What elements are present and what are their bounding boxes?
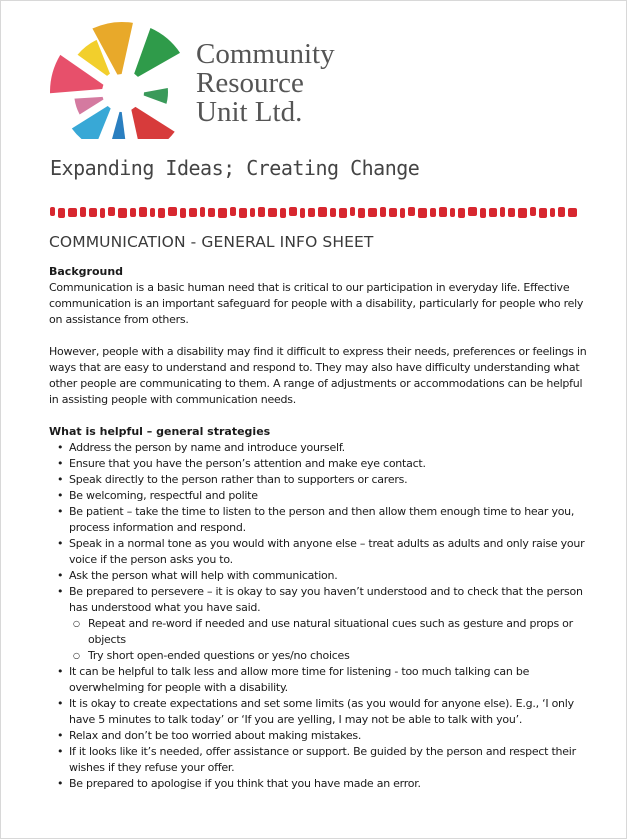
dash-mark (330, 208, 336, 217)
list-item-persevere (49, 584, 589, 664)
dash-mark (508, 208, 515, 217)
dash-mark (250, 208, 255, 217)
sub-list-item: ○ Try short open-ended questions or yes/no choices (69, 648, 589, 664)
dash-mark (408, 207, 415, 216)
dash-mark (318, 207, 327, 217)
dash-mark (89, 208, 97, 217)
dash-mark (439, 207, 447, 217)
logo-petal (134, 28, 180, 77)
dash-mark (389, 208, 397, 217)
dash-mark (568, 208, 577, 217)
dash-mark (200, 207, 205, 217)
dash-mark (518, 208, 527, 218)
dash-mark (189, 208, 197, 217)
dash-mark (68, 208, 77, 217)
dash-mark (239, 208, 247, 218)
dash-mark (350, 207, 355, 216)
list-item: • Ask the person what will help with communication. (49, 568, 589, 584)
dash-mark (158, 208, 165, 218)
sub-list (69, 616, 589, 664)
dash-mark (168, 207, 177, 216)
dash-mark (458, 208, 465, 218)
dash-mark (280, 208, 286, 218)
list-item: • Be patient – take the time to listen to the person and then allow them enough time to hear you, process information and respond. (49, 504, 589, 536)
dash-mark (539, 208, 547, 218)
decorative-dash-divider (50, 205, 580, 219)
dash-mark (550, 208, 555, 217)
dash-mark (450, 208, 455, 217)
list-item-text: Be prepared to persevere – it is okay to say you haven’t understood and to check that the person has understood what you have said. (69, 585, 583, 614)
dash-mark (358, 208, 365, 218)
org-name-line-1: Community (196, 38, 335, 70)
dash-mark (430, 208, 436, 217)
dash-mark (58, 208, 65, 218)
dash-mark (339, 208, 347, 218)
company-logo (50, 14, 195, 139)
list-item: • Ensure that you have the person’s attention and make eye contact. (49, 456, 589, 472)
dash-mark (480, 208, 486, 218)
dash-mark (300, 208, 305, 218)
logo-petal (112, 112, 125, 139)
dash-mark (468, 207, 477, 216)
org-name-line-2: Resource (196, 67, 304, 99)
dash-mark (489, 208, 497, 217)
dash-mark (258, 207, 265, 217)
org-name-line-3: Unit Ltd. (196, 96, 303, 128)
background-paragraph-1: Communication is a basic human need that is critical to our participation in everyday life. Effective communication is an important safeguard for people with a disability, particularly for people who rely on assistance from others. (49, 281, 584, 326)
dash-mark (180, 208, 186, 218)
dash-mark (230, 207, 236, 216)
strategies-heading: What is helpful – general strategies (49, 425, 271, 438)
list-item: • It can be helpful to talk less and allow more time for listening - too much talking can be overwhelming for people with a disability. (49, 664, 589, 696)
dash-mark (100, 208, 105, 218)
dash-mark (380, 207, 386, 217)
dash-mark (558, 207, 565, 217)
dash-mark (500, 207, 505, 217)
dash-mark (208, 208, 215, 217)
organisation-name (196, 40, 335, 127)
sub-list-item: ○ Repeat and re-word if needed and use natural situational cues such as gesture and props or objects (69, 616, 589, 648)
list-item: • Address the person by name and introduce yourself. (49, 440, 589, 456)
dash-mark (368, 208, 377, 217)
dash-mark (268, 208, 277, 217)
background-paragraph-2: However, people with a disability may find it difficult to express their needs, preferences or feelings in ways that are easy to understand and respond to. They may also have difficulty understanding what other people are communicating to them. A range of adjustments or accommodations can be helpful in assisting people with communication needs. (49, 345, 587, 406)
dash-mark (80, 207, 86, 217)
dash-mark (130, 208, 136, 217)
list-item: • Be prepared to apologise if you think that you have made an error. (49, 776, 589, 792)
list-item: • Be welcoming, respectful and polite (49, 488, 589, 504)
document-body (49, 233, 589, 792)
background-heading: Background (49, 265, 124, 278)
dash-mark (139, 207, 147, 217)
document-title: COMMUNICATION - GENERAL INFO SHEET (49, 233, 374, 251)
dash-mark (289, 207, 297, 216)
list-item: • It is okay to create expectations and set some limits (as you would for anyone else). E.g., ‘I only have 5 minutes to talk today’ or ‘If you are yelling, I may not be able to talk with you’. (49, 696, 589, 728)
dash-mark (530, 207, 536, 216)
dash-mark (400, 208, 405, 218)
logo-petal (144, 88, 168, 104)
dash-mark (418, 208, 427, 218)
dash-mark (118, 208, 127, 218)
dash-mark (218, 208, 227, 218)
list-item: • Speak in a normal tone as you would with anyone else – treat adults as adults and only raise your voice if the person asks you to. (49, 536, 589, 568)
tagline: Expanding Ideas; Creating Change (50, 156, 420, 180)
dash-mark (150, 208, 155, 217)
logo-petal (131, 107, 174, 139)
list-item: • Relax and don’t be too worried about making mistakes. (49, 728, 589, 744)
dash-mark (108, 207, 115, 216)
list-item: • Speak directly to the person rather than to supporters or carers. (49, 472, 589, 488)
strategies-list (49, 440, 589, 792)
list-item: • If it looks like it’s needed, offer assistance or support. Be guided by the person and respect their wishes if they refuse your offer. (49, 744, 589, 776)
dash-mark (308, 208, 315, 217)
logo-petal (72, 106, 111, 139)
dash-mark (50, 207, 55, 216)
